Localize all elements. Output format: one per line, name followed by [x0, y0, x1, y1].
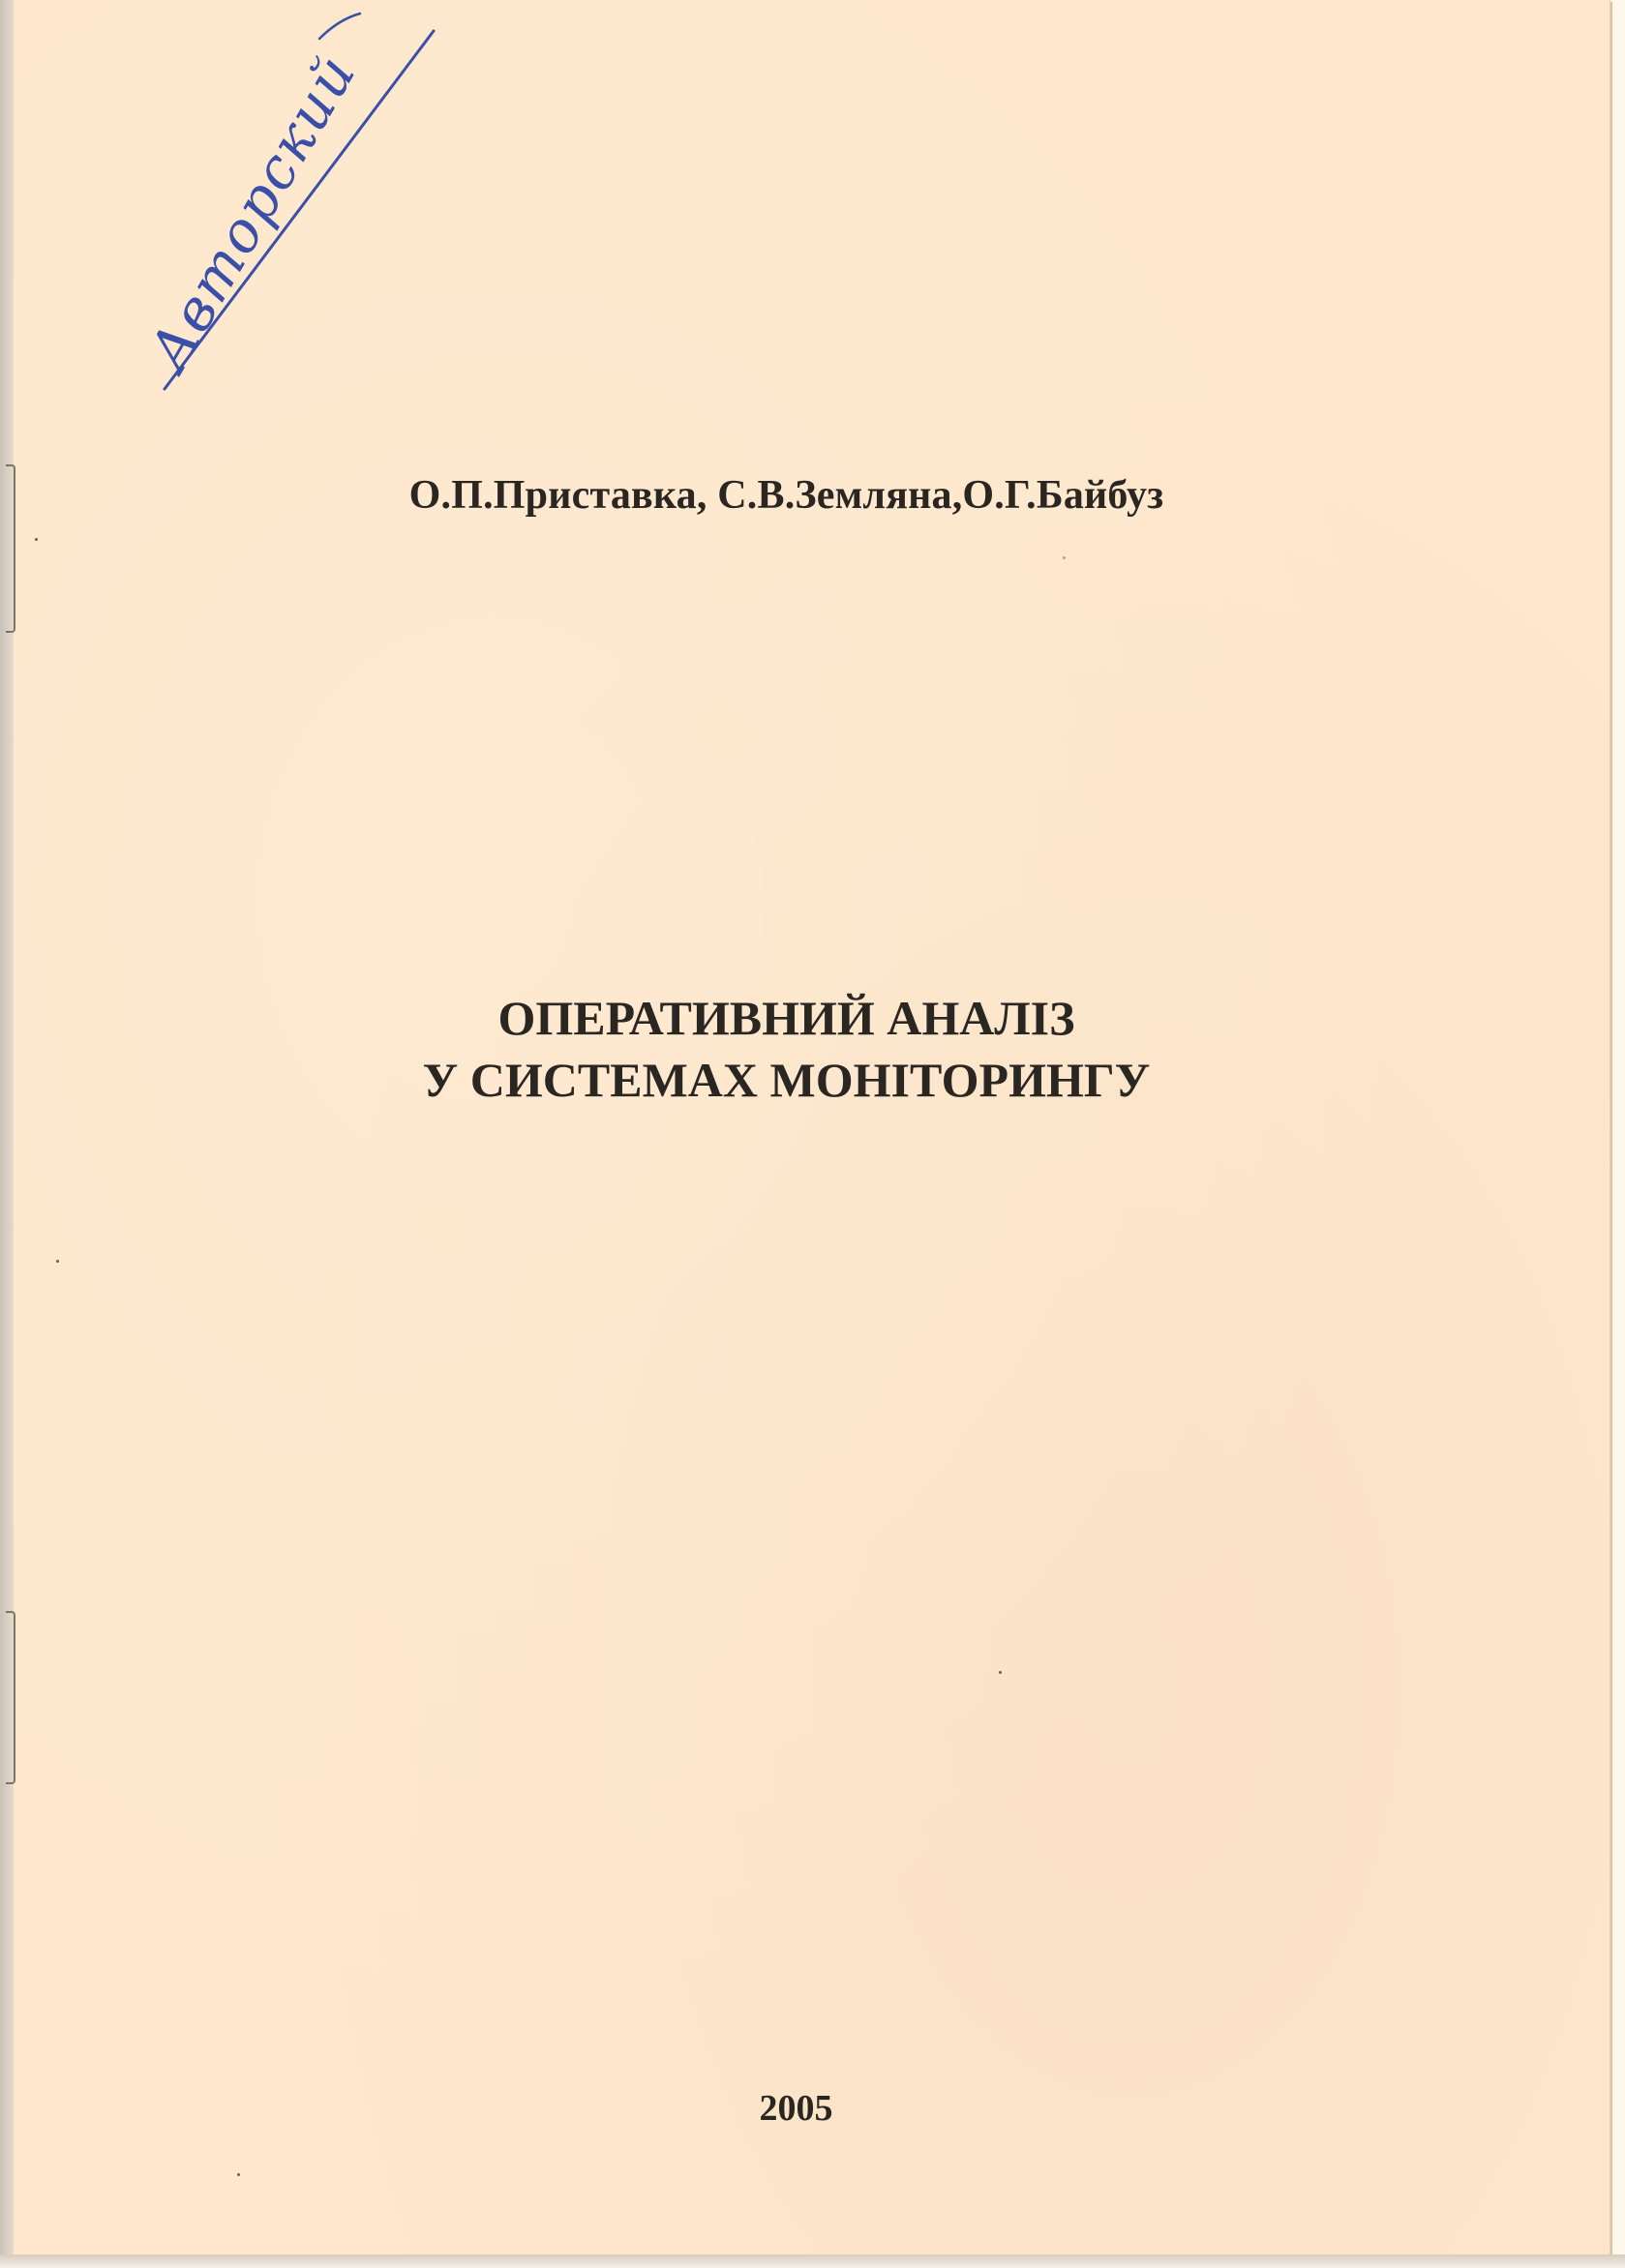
scan-speck: [237, 2173, 240, 2176]
handwritten-note: Авторский: [135, 43, 370, 382]
scan-speck: [56, 1260, 59, 1263]
publication-year: 2005: [759, 2088, 833, 2129]
scan-speck: [999, 1671, 1002, 1674]
title-line-1: ОПЕРАТИВНИЙ АНАЛІЗ: [497, 991, 1075, 1045]
book-title: [0, 987, 1573, 1111]
scan-speck: [1063, 556, 1066, 559]
authors-line: О.П.Приставка, С.В.Земляна,О.Г.Байбуз: [408, 473, 1164, 518]
scan-speck: [35, 538, 38, 541]
title-line-2: У СИСТЕМАХ МОНІТОРИНГУ: [422, 1053, 1151, 1107]
